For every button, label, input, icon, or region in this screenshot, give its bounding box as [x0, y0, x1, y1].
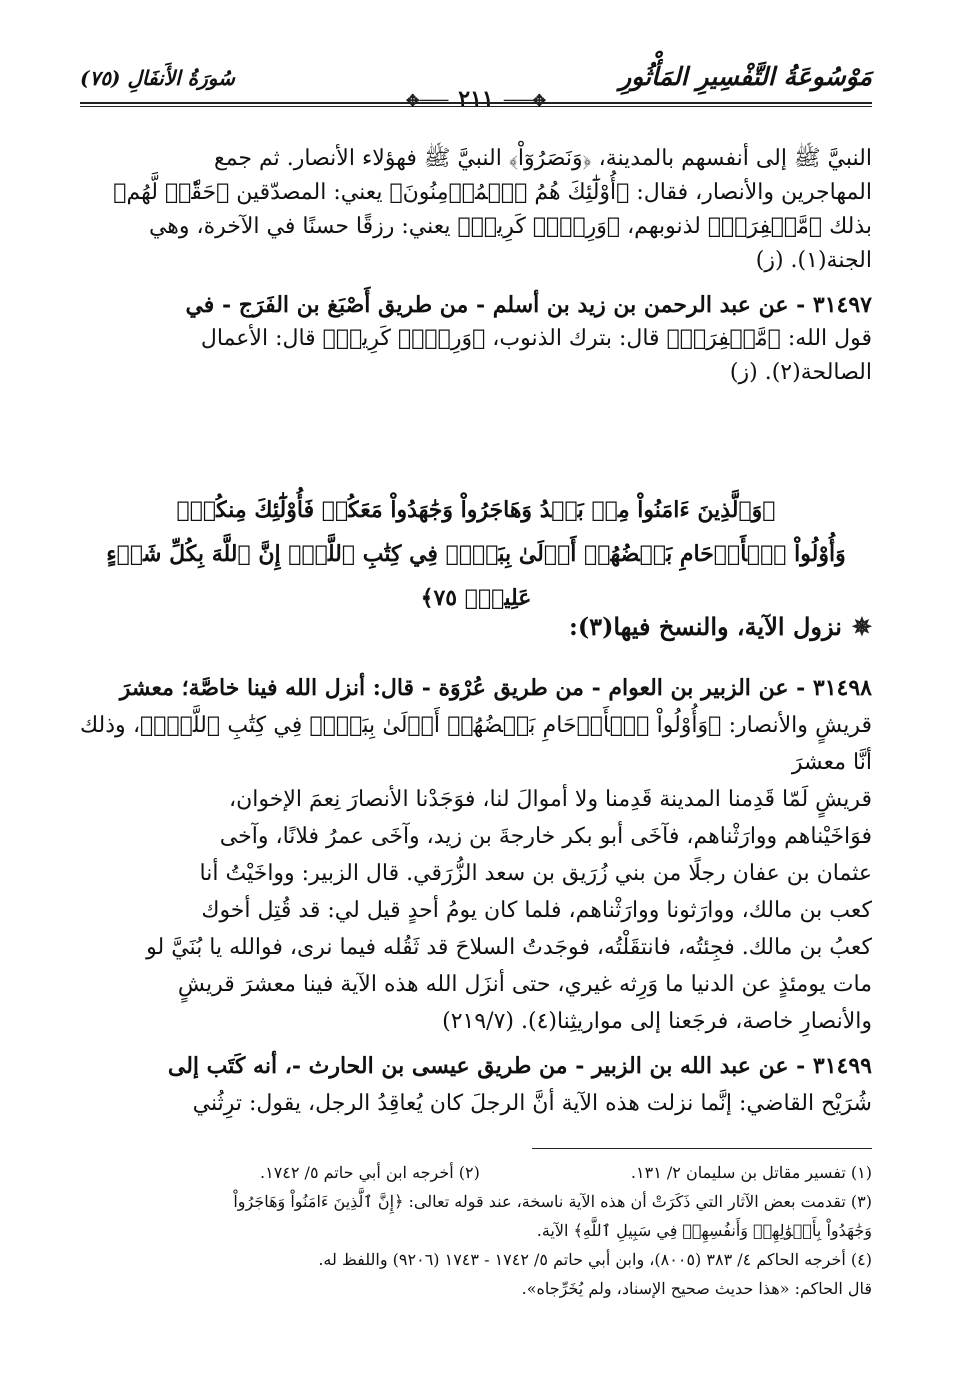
footnotes — [80, 1158, 872, 1303]
header-rule-thin — [80, 106, 872, 107]
footnote-4: (٤) أخرجه الحاكم ٤/ ٣٨٣ (٨٠٠٥)، وابن أبي حاتم ٥/ ١٧٤٢ - ١٧٤٣ (٩٢٠٦) واللفظ له. — [318, 1250, 872, 1269]
report-3498-line: مات يومئذٍ عن الدنيا ما وَرِثه غيري، حتى أنزَل الله هذه الآية فينا معشرَ قريشٍ — [177, 972, 872, 997]
header-rule — [80, 102, 872, 104]
section-heading — [80, 612, 872, 641]
surah-reference: سُورَةُ الأَنفَالِ (٧٥) — [80, 66, 235, 90]
footnote-1: (١) تفسير مقاتل بن سليمان ٢/ ١٣١. — [630, 1163, 872, 1182]
footnote-row — [80, 1158, 872, 1187]
footnote-3-cont: وَجَٰهَدُواْ بِأَمۡوَٰلِهِمۡ وَأَنفُسِهِمۡ فِي سَبِيلِ ٱللَّهِ﴾ الآية. — [536, 1221, 872, 1240]
text-line: المهاجرين والأنصار، فقال: ﴿أُوْلَٰٓئِكَ هُمُ ٱلۡمُؤۡمِنُونَ﴾ يعني: المصدّقين ﴿حَقّٗاۚ لَّهُم﴾ — [113, 180, 872, 205]
book-title: مَوْسُوعَةُ التَّفْسِيرِ المَأْثُورِ — [619, 62, 872, 91]
report-3497-line: الصالحة(٢). (ز) — [729, 360, 872, 385]
quran-verse-block — [80, 488, 872, 620]
verse-line-1: ﴿وَٱلَّذِينَ ءَامَنُواْ مِنۢ بَعۡدُ وَهَاجَرُواْ وَجَٰهَدُواْ مَعَكُمۡ فَأُوْلَٰٓئِكَ مِنكُمۡۚ — [176, 497, 776, 523]
verse-line-2: وَأُوْلُواْ ٱلۡأَرۡحَامِ بَعۡضُهُمۡ أَوۡلَىٰ بِبَعۡضٖ فِي كِتَٰبِ ٱللَّهِۚ إِنَّ ٱللَّهَ بِكُلِّ شَيۡءٍ عَلِيمُۢ ٧٥﴾ — [106, 541, 846, 611]
footnote-3: (٣) تقدمت بعض الآثار التي ذَكَرَتْ أن هذه الآية ناسخة، عند قوله تعالى: ﴿إِنَّ ٱلَّذِينَ ءَامَنُواْ وَهَاجَرُواْ — [233, 1192, 872, 1211]
report-3498-line: ٣١٤٩٨ - عن الزبير بن العوام - من طريق عُرْوَة - قال: أنزل الله فينا خاصَّة؛ معشرَ — [119, 675, 872, 701]
report-3498-line: فوَاخَيْناهم ووارَثْناهم، فآخَى أبو بكر خارجةَ بن زيد، وآخَى عمرُ فلانًا، وآخى — [219, 824, 872, 849]
ornament-icon: ───✥ — [405, 91, 449, 110]
report-3498-line: قريشٍ لَمّا قَدِمنا المدينة قَدِمنا ولا أموالَ لنا، فوَجَدْنا الأنصارَ نِعمَ الإخوان، — [229, 787, 872, 812]
ornament-icon: ✥─── — [503, 91, 547, 110]
page-number-area — [80, 86, 872, 112]
report-3497-line: قول الله: ﴿مَّغۡفِرَةٞ﴾ قال: بترك الذنوب، ﴿وَرِزۡقٞ كَرِيمٞ﴾ قال: الأعمال — [200, 326, 872, 351]
page-header — [80, 62, 872, 112]
footnote-2: (٢) أخرجه ابن أبي حاتم ٥/ ١٧٤٢. — [260, 1163, 480, 1182]
report-3499-line: ٣١٤٩٩ - عن عبد الله بن الزبير - من طريق عيسى بن الحارث -، أنه كَتَب إلى — [167, 1053, 872, 1079]
report-3498-line: والأنصارِ خاصة، فرجَعنا إلى مواريثِنا(٤). (٢١٩/٧) — [442, 1009, 872, 1034]
top-text-block — [80, 142, 872, 390]
text-line: النبيَّ ﷺ إلى أنفسهم بالمدينة، ﴿وَنَصَرُوٓاْ﴾ النبيَّ ﷺ فهؤلاء الأنصار. ثم جمع — [214, 146, 872, 171]
footnote-separator — [532, 1148, 872, 1149]
section-title: نزول الآية، والنسخ فيها(٣): — [568, 612, 842, 641]
text-line: الجنة(١). (ز) — [755, 248, 872, 273]
report-3499-block — [80, 1048, 872, 1122]
star-ornament-icon: ✵ — [851, 612, 872, 641]
report-3498-line: كعبُ بن مالك. فجِئتُه، فانتقَلْتُه، فوجَدتُ السلاحَ قد ثَقُله فيما نرى، فوالله يا بُنَيَّ لو — [146, 935, 872, 960]
report-3498-line: كعب بن مالك، ووارَثونا ووارَثْناهم، فلما كان يومُ أحدٍ قيل لي: قد قُتِل أخوك — [201, 898, 872, 923]
text-line: بذلك ﴿مَّغۡفِرَةٞ﴾ لذنوبهم، ﴿وَرِزۡقٞ كَرِيمٞ﴾ يعني: رزقًا حسنًا في الآخرة، وهي — [148, 214, 872, 239]
report-3498-line: قريشٍ والأنصار: ﴿وَأُوْلُواْ ٱلۡأَرۡحَامِ بَعۡضُهُمۡ أَوۡلَىٰ بِبَعۡضٖ فِي كِتَٰبِ ٱللَّهِۚ﴾، وذلك أنَّا معشرَ — [80, 713, 872, 775]
page-number: ٢١١ — [458, 86, 494, 112]
report-3497-line: ٣١٤٩٧ - عن عبد الرحمن بن زيد بن أسلم - من طريق أَصْبَغ بن الفَرَج - في — [185, 292, 872, 318]
footnote-4-cont: قال الحاكم: «هذا حديث صحيح الإسناد، ولم يُخَرِّجاه». — [521, 1279, 872, 1298]
report-3498-block — [80, 670, 872, 1040]
report-3498-line: عثمان بن عفان رجلًا من بني زُرَيق بن سعد الزُّرَقي. قال الزبير: وواخَيْتُ أنا — [199, 861, 872, 886]
report-3499-line: شُرَيْح القاضي: إنَّما نزلت هذه الآية أنَّ الرجلَ كان يُعاقِدُ الرجل، يقول: ترِثُني — [192, 1091, 872, 1116]
